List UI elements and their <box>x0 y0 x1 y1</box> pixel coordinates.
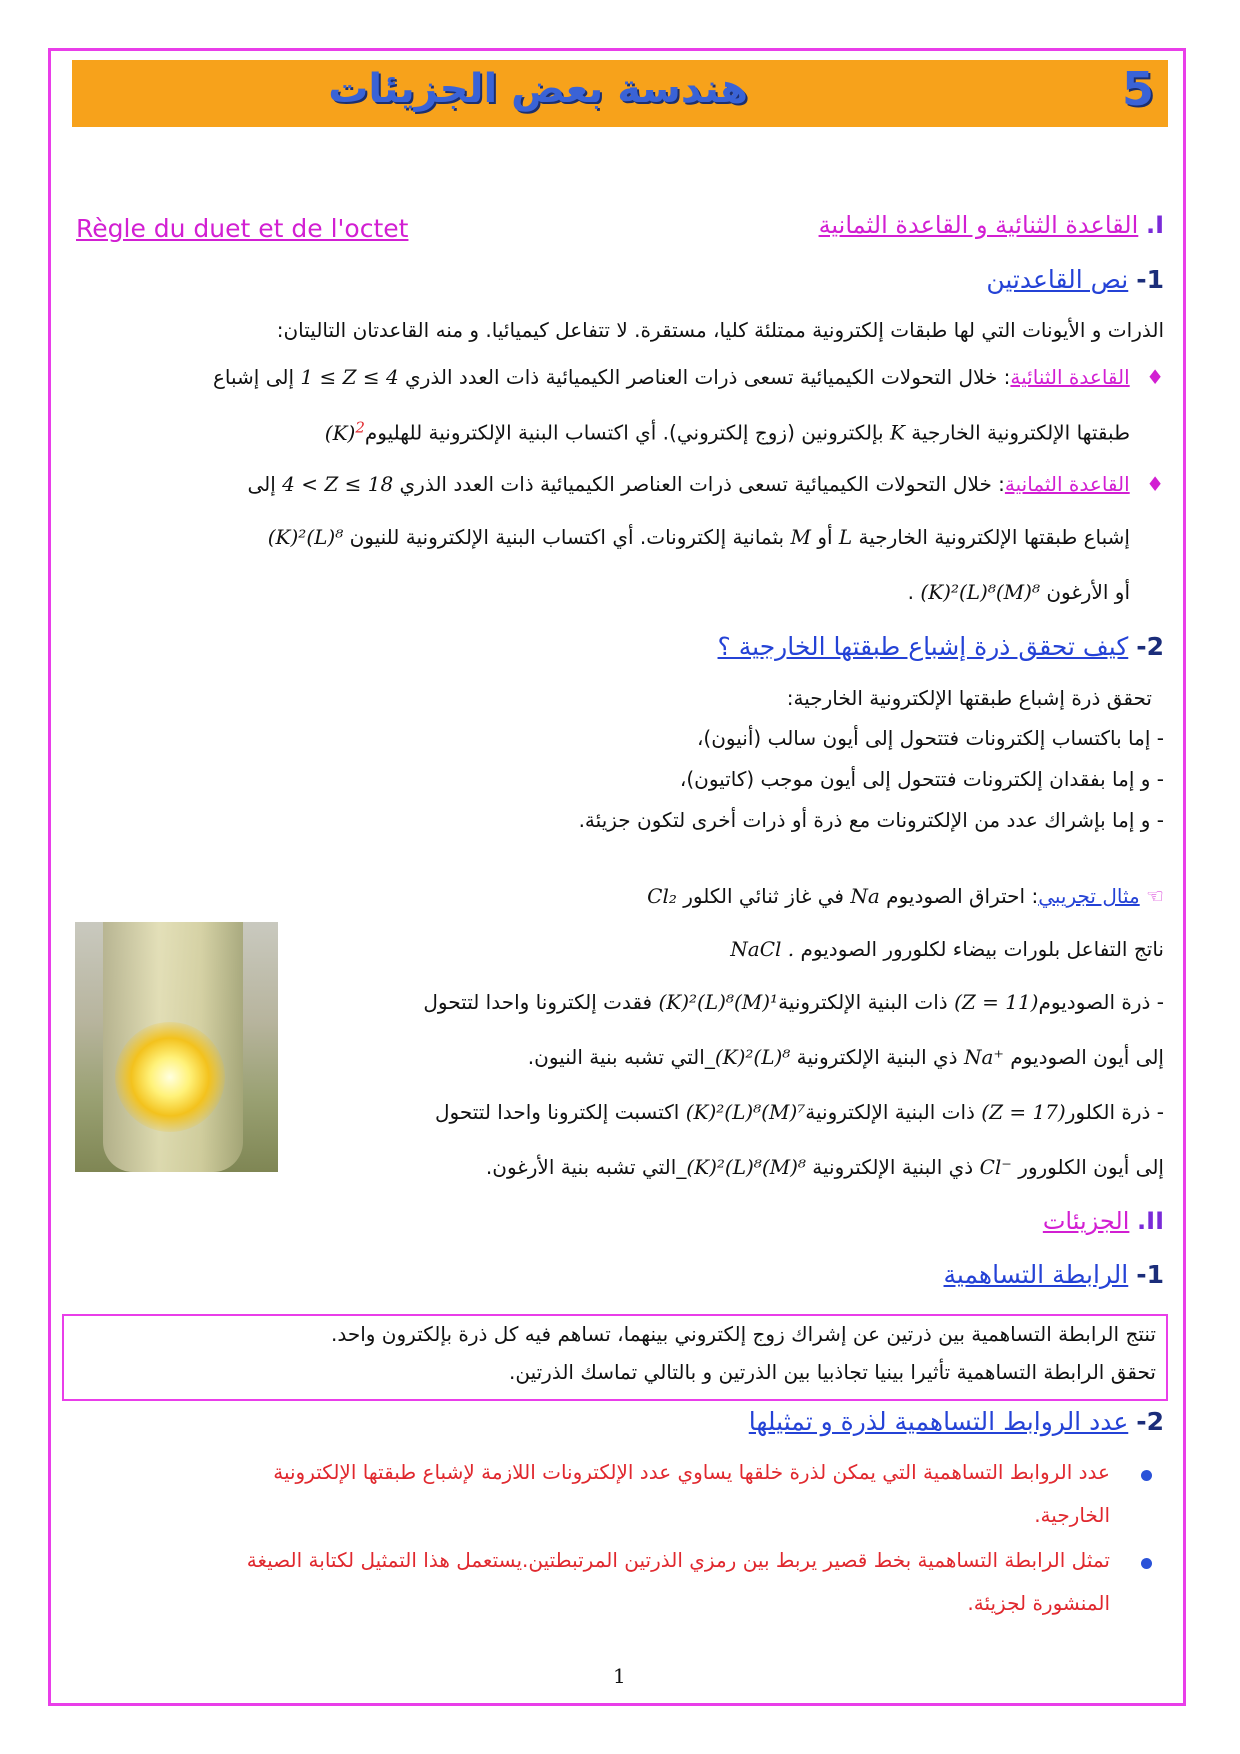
subsection-number: 1- <box>1136 1260 1164 1289</box>
bullet-dot-icon <box>1141 1558 1152 1569</box>
bond-bullet-2-line-2: المنشورة لجزيئة. <box>967 1591 1110 1615</box>
na-ion-text-1: إلى أيون الصوديوم <box>1010 1045 1164 1069</box>
cl-text-3: اكتسبت إلكترونا واحدا لتتحول <box>434 1100 680 1124</box>
chapter-title: هندسة بعض الجزيئات <box>328 66 748 112</box>
na-z: (Z = 11) <box>954 990 1039 1014</box>
way-1: - إما باكتساب إلكترونات فتتحول إلى أيون سالب (أنيون)، <box>696 726 1164 750</box>
chlorine-formula: Cl₂ <box>647 884 677 908</box>
octet-text-4: أو الأرغون <box>1046 580 1130 604</box>
example-line-1 <box>647 884 1164 908</box>
pointing-hand-icon: ☜ <box>1146 884 1164 908</box>
cl-ion: Cl⁻ <box>979 1155 1012 1179</box>
definition-line-2: تحقق الرابطة التساهمية تأثيرا بينيا تجاذبيا بين الذرتين و بالتالي تماسك الذرتين. <box>508 1360 1156 1384</box>
subsection-1-2-heading <box>718 632 1164 661</box>
octet-text-end: إلى <box>247 472 276 496</box>
example-result <box>730 937 1164 961</box>
octet-text-3: بثمانية إلكترونات. أي اكتساب البنية الإلكترونية للنيون <box>349 525 785 549</box>
way-2: - و إما بفقدان إلكترونات فتتحول إلى أيون موجب (كاتيون)، <box>679 767 1164 791</box>
octet-rule-line-1 <box>247 472 1164 496</box>
na-ion: Na⁺ <box>963 1045 1004 1069</box>
na-ion-text-2: ذي البنية الإلكترونية <box>796 1045 958 1069</box>
octet-shell-m: M <box>790 525 811 549</box>
duet-text-2: طبقتها الإلكترونية الخارجية <box>911 420 1130 445</box>
way-3: - و إما بإشراك عدد من الإلكترونات مع ذرة أو ذرات أخرى لتكون جزيئة. <box>578 808 1164 832</box>
subsection-2-1-heading <box>944 1260 1164 1289</box>
flame-glow <box>115 1022 225 1132</box>
na-ion-config: (K)²(L)⁸ <box>714 1045 791 1069</box>
page-number: 1 <box>613 1664 626 1688</box>
na-text-3: فقدت إلكترونا واحدا لتتحول <box>423 990 653 1014</box>
example-text: : احتراق الصوديوم <box>886 884 1039 908</box>
section-1-heading <box>819 211 1164 239</box>
helium-config-base: (K) <box>324 420 356 445</box>
cl-z: (Z = 17) <box>981 1100 1066 1124</box>
section-1-latin-title: Règle du duet et de l'octet <box>76 214 409 243</box>
duet-text-3: بإلكترونين (زوج إلكتروني). أي اكتساب البنية الإلكترونية للهليوم <box>364 420 884 445</box>
section-2-title: الجزيئات <box>1042 1207 1130 1235</box>
diamond-bullet-icon: ♦ <box>1146 472 1164 496</box>
subsection-number: 2- <box>1136 632 1164 661</box>
helium-config <box>324 418 365 445</box>
subsection-title: كيف تحقق ذرة إشباع طبقتها الخارجية ؟ <box>717 632 1129 661</box>
section-2-heading <box>1043 1207 1164 1235</box>
subsection-1-1-heading <box>986 265 1164 294</box>
subsection-title: الرابطة التساهمية <box>943 1260 1129 1289</box>
na-text-1: - ذرة الصوديوم <box>1038 990 1164 1014</box>
section-2-roman: II. <box>1137 1207 1164 1235</box>
bond-bullet-1-line-1: عدد الروابط التساهمية التي يمكن لذرة خلقها يساوي عدد الإلكترونات اللازمة لإشباع طبقتها الإلكترونية <box>273 1460 1110 1484</box>
octet-period: . <box>907 580 915 604</box>
duet-rule-line-1 <box>213 365 1164 389</box>
bond-bullet-1-line-2: الخارجية. <box>1034 1503 1110 1527</box>
example-text-2: في غاز ثنائي الكلور <box>683 884 844 908</box>
duet-text: : خلال التحولات الكيميائية تسعى ذرات العناصر الكيميائية ذات العدد الذري <box>405 365 1011 389</box>
section-1-title: القاعدة الثنائية و القاعدة الثمانية <box>818 211 1139 239</box>
page-frame <box>48 48 1186 1706</box>
na-text-2: ذات البنية الإلكترونية <box>778 990 948 1014</box>
neon-config: (K)²(L)⁸ <box>267 525 344 549</box>
cl-text-1: - ذرة الكلور <box>1065 1100 1164 1124</box>
duet-range: 1 ≤ Z ≤ 4 <box>300 365 399 389</box>
octet-rule-line-2 <box>268 525 1130 549</box>
subsection-title: نص القاعدتين <box>986 265 1129 294</box>
octet-label: القاعدة الثمانية <box>1004 472 1130 496</box>
sodium-atom-line <box>423 990 1164 1014</box>
intro-text: الذرات و الأيونات التي لها طبقات إلكترونية ممتلئة كليا، مستقرة. لا تتفاعل كيميائيا. و منه القاعدتان التاليتان: <box>276 318 1164 342</box>
sodium-symbol: Na <box>850 884 880 908</box>
definition-line-1: تنتج الرابطة التساهمية بين ذرتين عن إشراك زوج إلكتروني بينهما، تساهم فيه كل ذرة بإلكترون واحد. <box>331 1322 1156 1346</box>
bullet-dot-icon <box>1141 1470 1152 1481</box>
chloride-ion-line <box>486 1155 1164 1179</box>
bond-bullet-2-line-1: تمثل الرابطة التساهمية بخط قصير يربط بين رمزي الذرتين المرتبطتين.يستعمل هذا التمثيل لكتابة الصيغة <box>246 1548 1110 1572</box>
subsection-number: 2- <box>1136 1407 1164 1436</box>
title-banner <box>72 60 1168 127</box>
argon-config: (K)²(L)⁸(M)⁸ <box>920 580 1040 604</box>
subsection-number: 1- <box>1136 265 1164 294</box>
sodium-ion-line <box>528 1045 1164 1069</box>
subsection-title: عدد الروابط التساهمية لذرة و تمثيلها <box>748 1407 1129 1436</box>
octet-text: : خلال التحولات الكيميائية تسعى ذرات العناصر الكيميائية ذات العدد الذري <box>399 472 1005 496</box>
cl-ion-config: (K)²(L)⁸(M)⁸ <box>686 1155 806 1179</box>
chapter-number: 5 <box>1121 62 1154 116</box>
octet-or: أو <box>817 525 833 549</box>
na-ion-text-3: _التي تشبه بنية النيون. <box>527 1045 715 1069</box>
chlorine-atom-line <box>435 1100 1164 1124</box>
cl-ion-text-3: _التي تشبه بنية الأرغون. <box>485 1155 687 1179</box>
section-1-roman: I. <box>1145 211 1164 239</box>
duet-rule-line-2 <box>325 418 1130 445</box>
result-text: ناتج التفاعل بلورات بيضاء لكلورور الصوديوم <box>800 937 1164 961</box>
octet-range: 4 < Z ≤ 18 <box>282 472 394 496</box>
duet-text-end: إلى إشباع <box>212 365 295 389</box>
octet-shell-l: L <box>838 525 853 549</box>
sodium-combustion-photo <box>75 922 278 1172</box>
octet-text-2: إشباع طبقتها الإلكترونية الخارجية <box>858 525 1130 549</box>
helium-config-exp: 2 <box>355 418 365 436</box>
duet-label: القاعدة الثنائية <box>1010 365 1130 389</box>
ways-intro: تحقق ذرة إشباع طبقتها الإلكترونية الخارجية: <box>786 686 1152 710</box>
duet-shell: K <box>889 420 905 445</box>
subsection-2-2-heading <box>749 1407 1164 1436</box>
cl-text-2: ذات البنية الإلكترونية <box>805 1100 975 1124</box>
diamond-bullet-icon: ♦ <box>1146 365 1164 389</box>
cl-config: (K)²(L)⁸(M)⁷ <box>685 1100 806 1124</box>
example-label: مثال تجريبي <box>1038 884 1140 908</box>
cl-ion-text-1: إلى أيون الكلورور <box>1018 1155 1164 1179</box>
cl-ion-text-2: ذي البنية الإلكترونية <box>812 1155 974 1179</box>
octet-rule-line-3 <box>908 580 1130 604</box>
na-config: (K)²(L)⁸(M)¹ <box>658 990 779 1014</box>
nacl-formula: NaCl . <box>730 937 795 961</box>
